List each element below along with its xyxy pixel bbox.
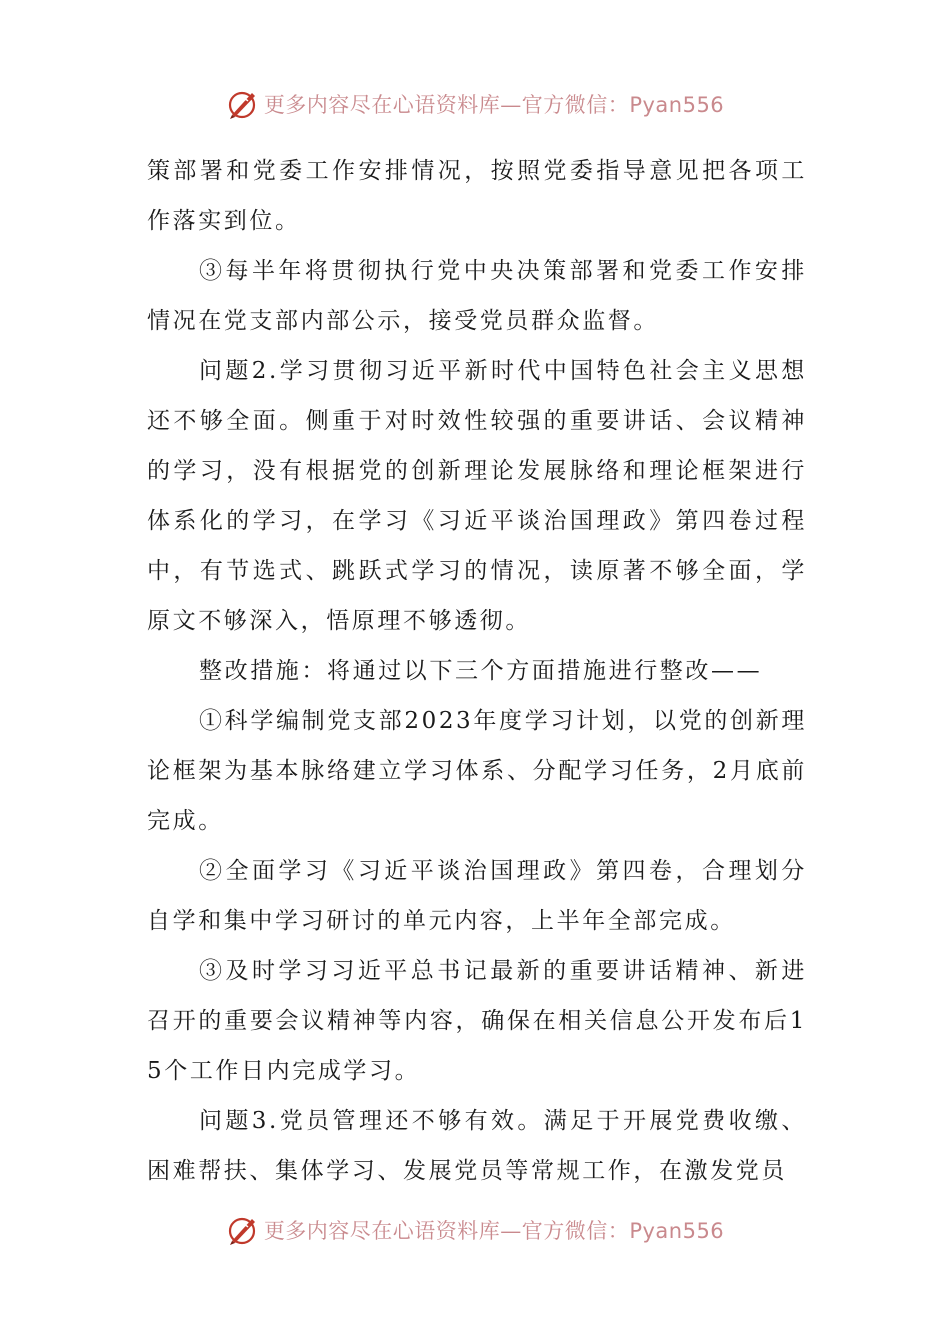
paragraph-measure-1: ①科学编制党支部2023年度学习计划，以党的创新理论框架为基本脉络建立学习体系、分配学习任务，2月底前完成。: [147, 708, 807, 834]
pen-logo-icon: [226, 87, 260, 121]
header-wechat-id: Pyan556: [629, 93, 725, 117]
paragraph-measure-3: ③及时学习习近平总书记最新的重要讲话精神、新进召开的重要会议精神等内容，确保在相关信息公开发布后15个工作日内完成学习。: [147, 958, 807, 1084]
header-banner: [0, 84, 950, 124]
paragraph-issue-2: 问题2.学习贯彻习近平新时代中国特色社会主义思想还不够全面。侧重于对时效性较强的重要讲话、会议精神的学习，没有根据党的创新理论发展脉络和理论框架进行体系化的学习，在学习《习近平谈治国理政》第四卷过程中，有节选式、跳跃式学习的情况，读原著不够全面，学原文不够深入，悟原理不够透彻。: [147, 358, 807, 634]
paragraph-measure-2: ②全面学习《习近平谈治国理政》第四卷，合理划分自学和集中学习研讨的单元内容，上半年全部完成。: [147, 858, 807, 934]
paragraph-issue-3: 问题3.党员管理还不够有效。满足于开展党费收缴、困难帮扶、集体学习、发展党员等常规工作，在激发党员: [147, 1108, 807, 1184]
paragraph-measures: 整改措施：将通过以下三个方面措施进行整改——: [199, 658, 763, 684]
footer-wechat-id: Pyan556: [629, 1219, 725, 1243]
footer-banner: [0, 1210, 950, 1250]
pen-logo-icon: [226, 1213, 260, 1247]
paragraph-continuation: 策部署和党委工作安排情况，按照党委指导意见把各项工作落实到位。: [147, 158, 807, 234]
paragraph-item-3: ③每半年将贯彻执行党中央决策部署和党委工作安排情况在党支部内部公示，接受党员群众监督。: [147, 258, 807, 334]
footer-banner-text: 更多内容尽在心语资料库—官方微信：Pyan556: [263, 1219, 725, 1243]
document-body: [147, 146, 807, 1196]
header-banner-text: 更多内容尽在心语资料库—官方微信：Pyan556: [263, 93, 725, 117]
